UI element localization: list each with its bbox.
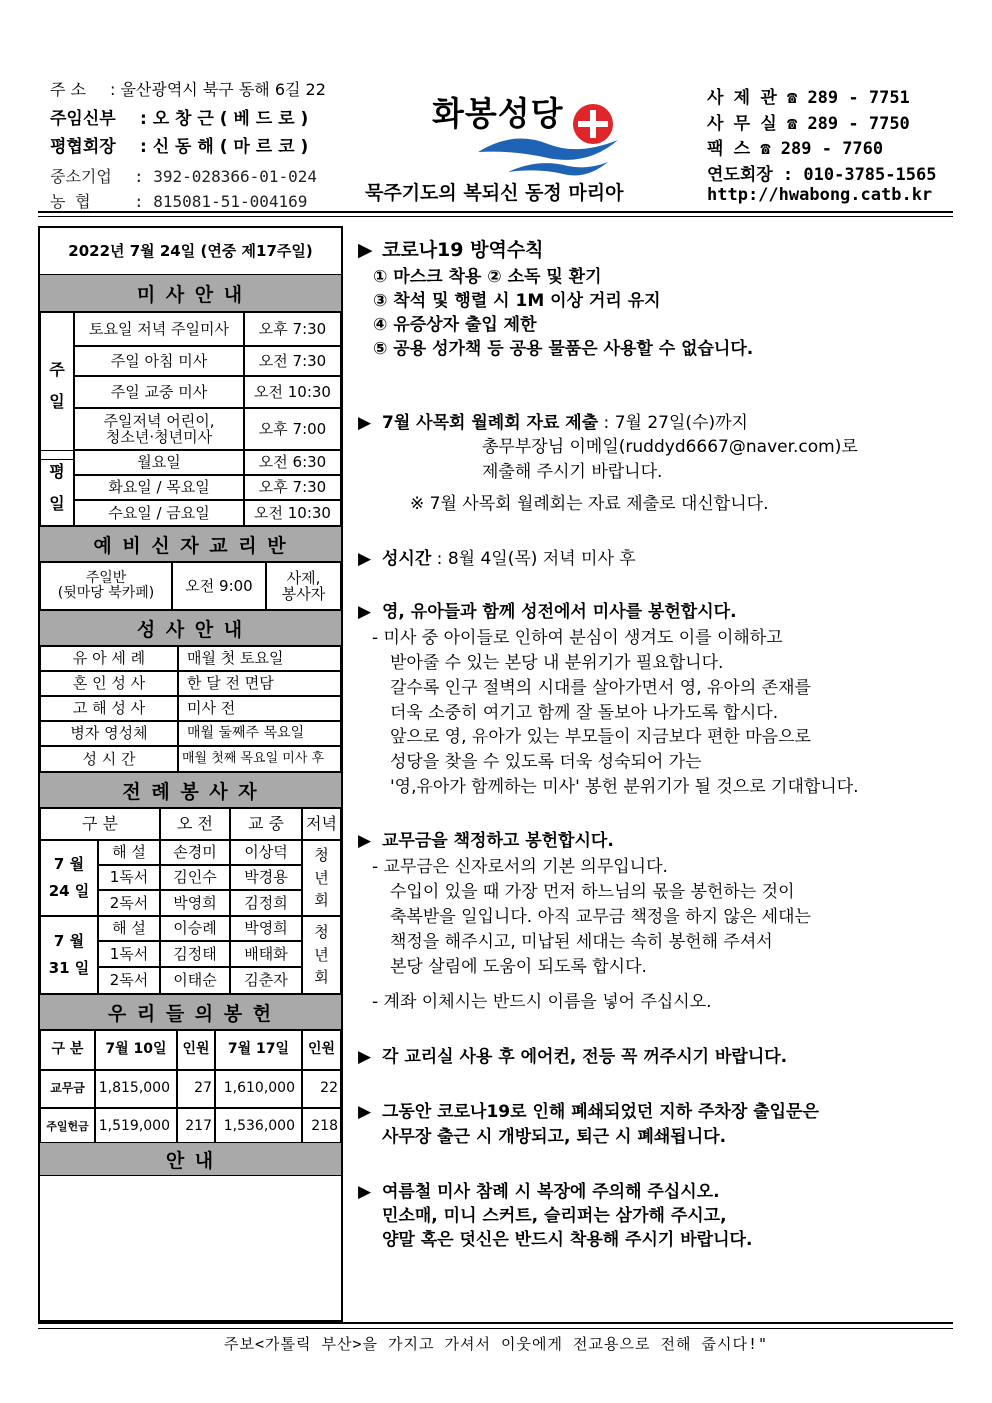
servers-main: 김춘자 [230, 967, 302, 994]
servers-head: 교 중 [230, 808, 302, 840]
mass-name: 주일 아침 미사 [74, 346, 244, 376]
footer-rule-top [38, 1322, 953, 1324]
infant-line: '영,유아가 함께하는 미사' 봉헌 분위기가 될 것으로 기대합니다. [390, 777, 859, 797]
servers-main: 박경용 [230, 865, 302, 890]
mass-time: 오후 7:30 [244, 312, 341, 346]
dress-text: 여름철 미사 참례 시 복장에 주의해 주십시오. [382, 1182, 720, 1202]
servers-role: 해 설 [98, 916, 160, 941]
bullet-arrow-icon: ▶ [358, 1102, 372, 1122]
footer-rule-bottom [38, 1328, 953, 1329]
mass-name: 화요일 / 목요일 [74, 475, 244, 500]
motto: 묵주기도의 복되신 동정 마리아 [365, 182, 624, 204]
bank2-account: : 815081-51-004169 [134, 192, 308, 211]
bullet-arrow-icon: ▶ [358, 831, 372, 851]
servers-role: 2독서 [98, 890, 160, 916]
servers-am: 김정태 [160, 941, 230, 967]
servers-am: 김인수 [160, 865, 230, 890]
holyhour-title: 성시간 [382, 549, 432, 569]
bullet-arrow-icon: ▶ [358, 549, 372, 569]
covid-rule: ① 마스크 착용 ② 소독 및 환기 [373, 267, 602, 287]
offering-count: 22 [302, 1070, 341, 1108]
servers-date: 7 월 31 일 [40, 916, 98, 994]
address: : 울산광역시 북구 동해 6길 22 [110, 80, 326, 99]
holyhour-heading [358, 544, 636, 569]
weekday-label: 평 일 [40, 450, 74, 526]
dues-line: - 교무금은 신자로서의 기본 의무입니다. [372, 857, 668, 877]
servers-main: 박영희 [230, 916, 302, 941]
servers-role: 1독서 [98, 865, 160, 890]
bullet-arrow-icon: ▶ [358, 239, 373, 261]
sacrament-when: 매월 첫 토요일 [178, 646, 341, 671]
phone-office: 사 무 실 ☎ 289 - 7750 [707, 114, 910, 134]
covid-rule: ⑤ 공용 성가책 등 공용 물품은 사용할 수 없습니다. [373, 339, 754, 359]
infant-line: 성당을 찾을 수 있도록 더욱 성숙되어 가는 [390, 752, 702, 772]
dues-heading [358, 826, 614, 851]
servers-main: 이상덕 [230, 840, 302, 865]
dues-line: 책정을 해주시고, 미납된 세대는 속히 봉헌해 주셔서 [390, 932, 773, 952]
servers-evening: 청 년 회 [302, 840, 341, 916]
dress-line: 민소매, 미니 스커트, 슬리퍼는 삼가해 주시고, [382, 1206, 727, 1226]
offering-head: 구 분 [40, 1030, 95, 1070]
offering-title: 우 리 들 의 봉 헌 [40, 994, 341, 1030]
mass-time: 오후 7:00 [244, 408, 341, 450]
dues-transfer: - 계좌 이체시는 반드시 이름을 넣어 주십시오. [372, 992, 712, 1012]
bullet-arrow-icon: ▶ [358, 1047, 372, 1067]
sacrament-when: 매월 둘째주 목요일 [178, 721, 341, 746]
dues-title: 교무금을 책정하고 봉헌합시다. [382, 831, 614, 851]
mass-title: 미 사 안 내 [40, 274, 341, 312]
offering-head: 인원 [177, 1030, 215, 1070]
catechumen-teacher: 사제, 봉사자 [266, 562, 341, 610]
offering-value: 1,815,000 [95, 1070, 177, 1108]
left-panel [38, 226, 343, 1322]
sacrament-title: 성 사 안 내 [40, 610, 341, 646]
dues-line: 수입이 있을 때 가장 먼저 하느님의 몫을 봉헌하는 것이 [390, 882, 795, 902]
footer-text: 주보<가톨릭 부산>을 가지고 가셔서 이웃에게 전교용으로 전해 줍시다!" [223, 1335, 769, 1353]
offering-head: 인원 [302, 1030, 341, 1070]
header-rule-top [38, 211, 953, 213]
parking-text: 그동안 코로나19로 인해 폐쇄되었던 지하 주차장 출입문은 [382, 1102, 819, 1122]
servers-role: 해 설 [98, 840, 160, 865]
infant-line: - 미사 중 아이들로 인하여 분심이 생겨도 이를 이해하고 [372, 628, 783, 648]
offering-name: 교무금 [40, 1070, 95, 1108]
sunday-label: 주 일 [40, 312, 74, 460]
infant-line: 받아줄 수 있는 본당 내 분위기가 필요합니다. [390, 653, 724, 673]
chair: : 신 동 해 ( 마 르 코 ) [140, 137, 309, 157]
offering-head: 7월 10일 [95, 1030, 177, 1070]
mass-time: 오후 7:30 [244, 475, 341, 500]
infant-heading [358, 597, 737, 622]
aircon-text: 각 교리실 사용 후 에어컨, 전등 꼭 꺼주시기 바랍니다. [382, 1047, 788, 1067]
bank1-label: 중소기업 [50, 167, 112, 186]
mass-name: 수요일 / 금요일 [74, 500, 244, 526]
mass-name: 월요일 [74, 450, 244, 475]
address-line [50, 77, 326, 100]
servers-head: 구 분 [40, 808, 160, 840]
offering-count: 218 [302, 1108, 341, 1146]
report-line: 총무부장님 이메일(ruddyd6667@naver.com)로 [482, 437, 858, 457]
mass-time: 오전 10:30 [244, 376, 341, 408]
mass-name: 주일 교중 미사 [74, 376, 244, 408]
dues-line: 축복받을 일입니다. 아직 교무금 책정을 하지 않은 세대는 [390, 907, 811, 927]
offering-value: 1,536,000 [215, 1108, 302, 1146]
parking-notice [358, 1097, 819, 1122]
bank1-line [50, 164, 317, 187]
dress-line: 양말 혹은 덧신은 반드시 착용해 주시기 바랍니다. [382, 1230, 753, 1250]
catechumen-time: 오전 9:00 [172, 562, 266, 610]
report-when: : 7월 27일(수)까지 [598, 413, 748, 433]
covid-title: 코로나19 방역수칙 [382, 239, 544, 261]
phone-funeral: 연도회장 : 010-3785-1565 [707, 165, 937, 185]
servers-title: 전 례 봉 사 자 [40, 772, 341, 808]
holyhour-when: : 8월 4일(목) 저녁 미사 후 [431, 549, 636, 569]
chair-label: 평협회장 [50, 137, 116, 157]
notice-title: 안 내 [40, 1142, 341, 1176]
dress-notice [358, 1177, 720, 1202]
church-name: 화봉성당 [432, 94, 564, 133]
offering-name: 주일헌금 [40, 1108, 95, 1146]
servers-evening: 청 년 회 [302, 916, 341, 994]
bank1-account: : 392-028366-01-024 [134, 167, 318, 186]
sacrament-when: 매월 첫째 목요일 미사 후 [178, 746, 341, 772]
mass-time: 오전 7:30 [244, 346, 341, 376]
pastor-line [50, 104, 308, 129]
infant-line: 앞으로 영, 유아가 있는 부모들이 지금보다 편한 마음으로 [390, 727, 811, 747]
sacrament-name: 혼 인 성 사 [40, 671, 178, 696]
sacrament-name: 유 아 세 례 [40, 646, 178, 671]
church-logo [468, 100, 628, 176]
bullet-arrow-icon: ▶ [358, 1182, 372, 1202]
header-rule-bottom [38, 216, 953, 217]
bullet-arrow-icon: ▶ [358, 602, 372, 622]
servers-date: 7 월 24 일 [40, 840, 98, 916]
mass-name: 토요일 저녁 주일미사 [74, 312, 244, 346]
offering-count: 217 [177, 1108, 215, 1146]
servers-head: 오 전 [160, 808, 230, 840]
report-title: 7월 사목회 월례회 자료 제출 [382, 413, 599, 433]
covid-rule: ③ 착석 및 행렬 시 1M 이상 거리 유지 [373, 291, 661, 311]
mass-time: 오전 6:30 [244, 450, 341, 475]
servers-role: 1독서 [98, 941, 160, 967]
mass-name: 주일저녁 어린이, 청소년·청년미사 [74, 408, 244, 450]
servers-am: 손경미 [160, 840, 230, 865]
website-link[interactable]: http://hwabong.catb.kr [707, 185, 933, 205]
covid-rule: ④ 유증상자 출입 제한 [373, 315, 537, 335]
sacrament-name: 고 해 성 사 [40, 696, 178, 721]
address-label: 주 소 [50, 80, 86, 99]
bank2-line [50, 189, 307, 212]
chair-line [50, 132, 308, 157]
pastor: : 오 창 근 ( 베 드 로 ) [140, 109, 309, 129]
servers-head: 저녁 [302, 808, 341, 840]
bullet-arrow-icon: ▶ [358, 413, 372, 433]
servers-role: 2독서 [98, 967, 160, 994]
catechumen-class: 주일반 (뒷마당 북카페) [40, 562, 172, 610]
dues-line: 본당 살림에 도움이 되도록 합시다. [390, 957, 647, 977]
mass-time: 오전 10:30 [244, 500, 341, 526]
report-note: ※ 7월 사목회 월례회는 자료 제출로 대신합니다. [410, 494, 769, 514]
report-heading [358, 408, 748, 433]
infant-line: 갈수록 인구 절벽의 시대를 살아가면서 영, 유아의 존재를 [390, 678, 811, 698]
servers-main: 김정희 [230, 890, 302, 916]
sacrament-when: 한 달 전 면담 [178, 671, 341, 696]
report-line: 제출해 주시기 바랍니다. [482, 462, 663, 482]
infant-title: 영, 유아들과 함께 성전에서 미사를 봉헌합시다. [382, 602, 737, 622]
pastor-label: 주임신부 [50, 109, 116, 129]
bank2-label: 농 협 [50, 192, 91, 211]
parking-line: 사무장 출근 시 개방되고, 퇴근 시 폐쇄됩니다. [382, 1127, 727, 1147]
servers-am: 이승례 [160, 916, 230, 941]
offering-count: 27 [177, 1070, 215, 1108]
offering-head: 7월 17일 [215, 1030, 302, 1070]
sacrament-name: 성 시 간 [40, 746, 178, 772]
bulletin-date: 2022년 7월 24일 (연중 제17주일) [68, 241, 313, 260]
servers-am: 박영희 [160, 890, 230, 916]
infant-line: 더욱 소중히 여기고 함께 잘 돌보아 나가도록 합시다. [390, 703, 779, 723]
phone-fax: 팩 스 ☎ 289 - 7760 [707, 139, 884, 159]
sacrament-when: 미사 전 [178, 696, 341, 721]
phone-rectory: 사 제 관 ☎ 289 - 7751 [707, 88, 910, 108]
servers-am: 이태순 [160, 967, 230, 994]
aircon-notice [358, 1042, 787, 1067]
sacrament-name: 병자 영성체 [40, 721, 178, 746]
offering-value: 1,519,000 [95, 1108, 177, 1146]
catechumen-title: 예 비 신 자 교 리 반 [40, 526, 341, 562]
covid-heading [358, 235, 544, 262]
offering-value: 1,610,000 [215, 1070, 302, 1108]
servers-main: 배태화 [230, 941, 302, 967]
